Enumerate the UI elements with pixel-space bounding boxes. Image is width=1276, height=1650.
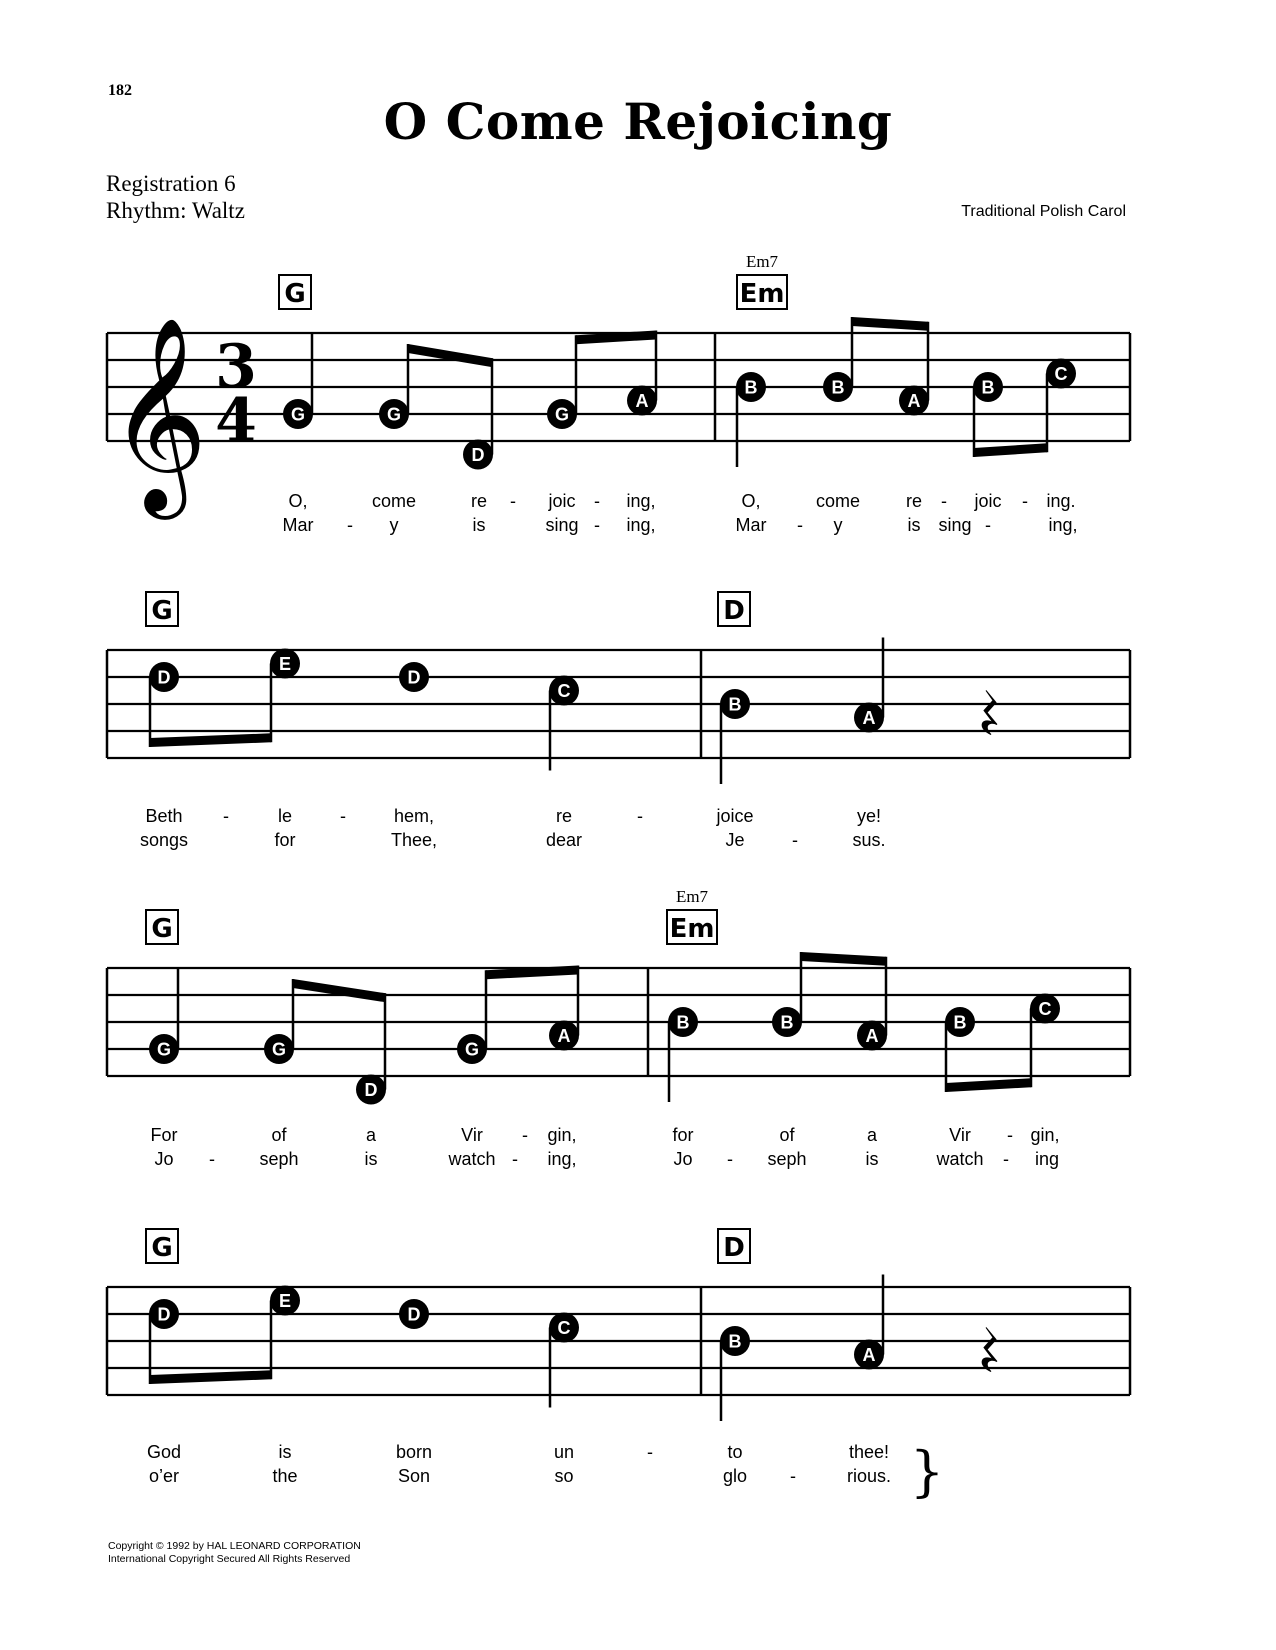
lyric-verse-1: of	[779, 1125, 795, 1145]
note-letter: G	[156, 1039, 172, 1060]
lyric-verse-2: -	[594, 515, 600, 535]
note-letter: A	[862, 1345, 876, 1365]
lyric-verse-1: -	[594, 491, 600, 511]
lyric-verse-2: rious.	[846, 1466, 892, 1486]
note-letter: C	[1054, 364, 1068, 384]
lyric-verse-2: sus.	[852, 830, 886, 850]
note-head	[854, 1340, 884, 1370]
lyric-verse-2: sing	[938, 515, 972, 535]
lyric-verse-2: -	[790, 1466, 796, 1486]
note-letter: G	[386, 404, 402, 425]
lyric-verse-2: -	[797, 515, 803, 535]
note-letter: D	[407, 667, 421, 688]
note-letter: B	[744, 377, 758, 398]
chord-symbol	[667, 887, 717, 944]
lyric-verse-2: -	[209, 1149, 215, 1169]
treble-clef-icon: 𝄞	[108, 315, 208, 511]
note-head	[356, 1075, 386, 1105]
note-letter: B	[676, 1012, 690, 1033]
note-head	[149, 1299, 179, 1329]
note-head	[1046, 359, 1076, 389]
note-letter: C	[1038, 999, 1052, 1019]
note-head	[549, 676, 579, 706]
lyric-verse-1: Vir	[461, 1125, 483, 1145]
lyric-verse-1: come	[371, 491, 417, 511]
lyric-verse-2: -	[1003, 1149, 1009, 1169]
lyric-verse-1: O,	[288, 491, 308, 511]
lyric-verse-2: Je	[725, 830, 745, 850]
lyric-verse-2: o’er	[148, 1466, 180, 1486]
lyric-verse-1: -	[340, 806, 346, 826]
lyric-verse-1: hem,	[393, 806, 435, 826]
note-letter: C	[557, 1318, 571, 1338]
staff-system	[107, 887, 1130, 1169]
note-letter: G	[554, 404, 570, 425]
lyric-verse-2: is	[865, 1149, 879, 1169]
lyric-verse-1: for	[672, 1125, 694, 1145]
lyric-verse-1: a	[365, 1125, 377, 1145]
lyric-verse-1: Beth	[145, 806, 183, 826]
lyric-verse-1: is	[278, 1442, 292, 1462]
lyric-verse-1: un	[553, 1442, 575, 1462]
lyric-verse-1: O,	[741, 491, 761, 511]
time-signature-bottom: 4	[215, 386, 257, 456]
lyric-verse-2: y	[389, 515, 399, 535]
lyric-verse-2: -	[985, 515, 991, 535]
note-head	[547, 399, 577, 429]
quarter-rest-icon	[982, 1328, 997, 1372]
note-letter: A	[907, 391, 921, 411]
lyric-verse-1: ing,	[626, 491, 656, 511]
note-head	[270, 1286, 300, 1316]
lyric-verse-2: is	[907, 515, 921, 535]
lyric-verse-2: Son	[397, 1466, 431, 1486]
song-title: O Come Rejoicing	[383, 92, 893, 151]
time-signature-top: 3	[215, 332, 257, 402]
note-head	[149, 662, 179, 692]
note-head	[549, 1021, 579, 1051]
chord-alt-name: Em7	[745, 252, 779, 271]
lyric-verse-2: dear	[545, 830, 583, 850]
lyric-verse-2: Jo	[154, 1149, 174, 1169]
chord-alt-name: Em7	[675, 887, 709, 906]
lyric-verse-2: seph	[259, 1149, 299, 1169]
chord-name: Em	[739, 279, 785, 309]
note-letter: B	[831, 377, 845, 398]
note-letter: B	[780, 1012, 794, 1033]
note-letter: D	[157, 1304, 171, 1325]
lyric-verse-2: watch	[448, 1149, 496, 1169]
composer-credit: Traditional Polish Carol	[961, 203, 1126, 220]
lyric-verse-1: -	[510, 491, 516, 511]
lyric-verse-1: -	[1007, 1125, 1013, 1145]
lyric-verse-2: songs	[139, 830, 189, 850]
note-head	[899, 386, 929, 416]
verse-brace: }	[909, 1440, 945, 1503]
lyric-verse-1: God	[146, 1442, 182, 1462]
lyric-verse-1: joic	[974, 491, 1002, 511]
note-beam	[852, 317, 928, 331]
note-head	[549, 1313, 579, 1343]
lyric-verse-2: seph	[767, 1149, 807, 1169]
note-letter: B	[728, 1331, 742, 1352]
lyric-verse-2: -	[727, 1149, 733, 1169]
note-head	[720, 1326, 750, 1356]
note-head	[264, 1034, 294, 1064]
lyric-verse-2: Mar	[282, 515, 314, 535]
lyric-verse-2: Mar	[735, 515, 767, 535]
note-letter: D	[407, 1304, 421, 1325]
note-beam	[408, 344, 492, 367]
chord-name: Em	[669, 914, 715, 944]
lyric-verse-1: a	[866, 1125, 878, 1145]
rights-line: International Copyright Secured All Rights Reserved	[108, 1553, 351, 1565]
staff-system	[107, 592, 1130, 850]
lyric-verse-2: the	[272, 1466, 298, 1486]
note-letter: G	[290, 404, 306, 425]
lyric-verse-1: joic	[548, 491, 576, 511]
chord-symbol	[737, 252, 787, 309]
rhythm-label: Rhythm: Waltz	[106, 198, 245, 223]
note-head	[945, 1007, 975, 1037]
copyright-line: Copyright © 1992 by HAL LEONARD CORPORATION	[108, 1540, 361, 1552]
lyric-verse-1: -	[223, 806, 229, 826]
note-letter: G	[271, 1039, 287, 1060]
note-letter: G	[464, 1039, 480, 1060]
lyric-verse-1: re	[555, 806, 573, 826]
lyric-verse-2: -	[347, 515, 353, 535]
chord-symbol	[279, 275, 311, 309]
note-head	[823, 372, 853, 402]
note-head	[463, 440, 493, 470]
time-signature	[215, 332, 257, 456]
chord-name: G	[151, 596, 173, 626]
lyric-verse-2: Thee,	[390, 830, 438, 850]
note-head	[627, 386, 657, 416]
registration-label: Registration 6	[106, 171, 236, 196]
lyric-verse-2: sing	[545, 515, 579, 535]
lyric-verse-2: Jo	[673, 1149, 693, 1169]
lyric-verse-1: come	[815, 491, 861, 511]
note-head	[283, 399, 313, 429]
note-letter: A	[557, 1026, 571, 1046]
chord-name: D	[723, 1233, 745, 1263]
lyric-verse-1: of	[271, 1125, 287, 1145]
note-letter: B	[953, 1012, 967, 1033]
chord-name: G	[151, 914, 173, 944]
chord-symbol	[146, 910, 178, 944]
lyric-verse-1: -	[647, 1442, 653, 1462]
lyric-verse-1: -	[941, 491, 947, 511]
note-letter: C	[557, 681, 571, 701]
lyric-verse-1: re	[470, 491, 488, 511]
lyric-verse-1: thee!	[848, 1442, 890, 1462]
note-beam	[974, 443, 1047, 457]
note-letter: A	[635, 391, 649, 411]
chord-symbol	[718, 592, 750, 626]
note-letter: D	[157, 667, 171, 688]
note-head	[457, 1034, 487, 1064]
lyric-verse-1: born	[395, 1442, 433, 1462]
lyric-verse-1: gin,	[1030, 1125, 1060, 1145]
lyric-verse-2: for	[274, 830, 296, 850]
note-head	[399, 1299, 429, 1329]
lyric-verse-2: is	[472, 515, 486, 535]
lyric-verse-2: ing,	[626, 515, 656, 535]
note-beam	[946, 1078, 1031, 1092]
note-head	[1030, 994, 1060, 1024]
lyric-verse-1: to	[727, 1442, 743, 1462]
lyric-verse-1: -	[637, 806, 643, 826]
lyric-verse-2: -	[792, 830, 798, 850]
note-head	[149, 1034, 179, 1064]
lyric-verse-2: is	[364, 1149, 378, 1169]
lyric-verse-1: gin,	[547, 1125, 577, 1145]
note-head	[668, 1007, 698, 1037]
lyric-verse-2: ing,	[547, 1149, 577, 1169]
note-letter: A	[862, 708, 876, 728]
note-letter: D	[471, 445, 485, 465]
chord-name: G	[151, 1233, 173, 1263]
note-head	[857, 1021, 887, 1051]
note-letter: A	[865, 1026, 879, 1046]
note-beam	[293, 979, 385, 1002]
lyric-verse-1: -	[1022, 491, 1028, 511]
lyric-verse-2: ing	[1034, 1149, 1060, 1169]
note-letter: E	[278, 1291, 292, 1311]
note-head	[973, 372, 1003, 402]
lyric-verse-1: le	[277, 806, 293, 826]
note-head	[720, 689, 750, 719]
note-letter: B	[981, 377, 995, 398]
lyric-verse-2: -	[512, 1149, 518, 1169]
note-head	[772, 1007, 802, 1037]
chord-symbol	[718, 1229, 750, 1263]
note-head	[379, 399, 409, 429]
lyric-verse-1: -	[522, 1125, 528, 1145]
note-beam	[801, 952, 886, 966]
lyric-verse-1: For	[150, 1125, 178, 1145]
page-number: 182	[108, 82, 132, 99]
chord-symbol	[146, 592, 178, 626]
lyric-verse-1: ing.	[1046, 491, 1076, 511]
lyric-verse-1: joice	[716, 806, 754, 826]
note-head	[736, 372, 766, 402]
chord-symbol	[146, 1229, 178, 1263]
lyric-verse-2: watch	[936, 1149, 984, 1169]
lyric-verse-2: so	[554, 1466, 574, 1486]
note-head	[854, 703, 884, 733]
quarter-rest-icon	[982, 691, 997, 735]
note-beam	[150, 733, 271, 747]
note-letter: D	[364, 1080, 378, 1100]
lyric-verse-2: ing,	[1048, 515, 1078, 535]
chord-name: G	[284, 279, 306, 309]
lyric-verse-1: Vir	[949, 1125, 971, 1145]
note-beam	[150, 1370, 271, 1384]
lyric-verse-2: y	[833, 515, 843, 535]
note-letter: B	[728, 694, 742, 715]
staff-system	[107, 1229, 1130, 1503]
staff-system	[107, 252, 1130, 535]
lyric-verse-1: re	[905, 491, 923, 511]
lyric-verse-2: glo	[722, 1466, 748, 1486]
chord-name: D	[723, 596, 745, 626]
lyric-verse-1: ye!	[856, 806, 882, 826]
note-head	[399, 662, 429, 692]
note-head	[270, 649, 300, 679]
note-letter: E	[278, 654, 292, 674]
